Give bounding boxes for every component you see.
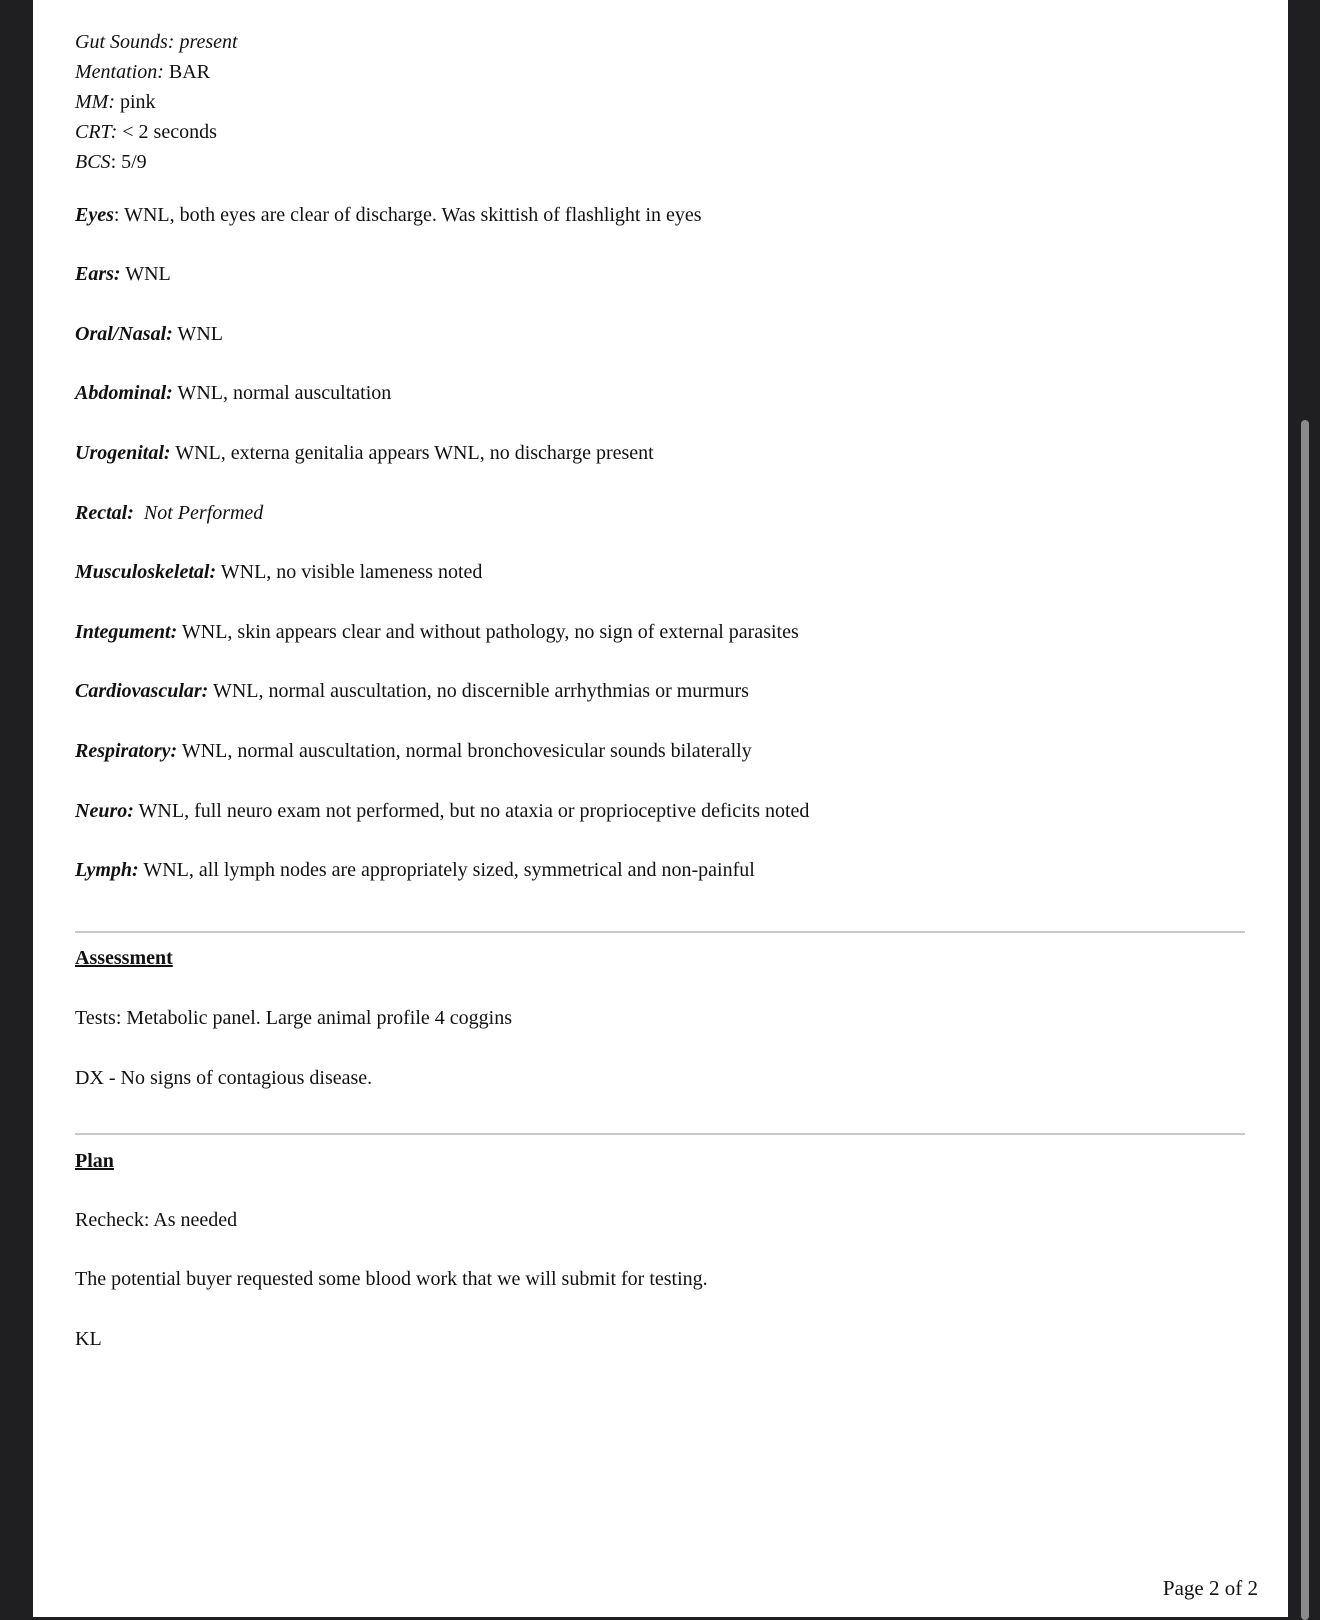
- document-page: [33, 0, 1288, 1617]
- vital-value: : 5/9: [110, 151, 147, 173]
- plan-recheck: Recheck: As needed: [75, 1209, 238, 1231]
- system-label: Ears:: [75, 263, 121, 285]
- vital-label: CRT:: [75, 121, 118, 143]
- system-value: WNL, no visible lameness noted: [216, 561, 483, 583]
- system-lymph: [75, 857, 755, 883]
- plan-heading: Plan: [75, 1150, 114, 1172]
- vital-label: Gut Sounds:: [75, 31, 175, 53]
- system-label: Cardiovascular:: [75, 680, 209, 702]
- vital-value: present: [174, 31, 238, 53]
- assessment-tests: Tests: Metabolic panel. Large animal profile 4 coggins: [75, 1007, 512, 1029]
- system-label: Neuro:: [75, 800, 134, 822]
- vertical-scrollbar[interactable]: [1301, 420, 1309, 1620]
- page-number: Page 2 of 2: [1162, 1576, 1258, 1600]
- system-respiratory: [75, 738, 752, 764]
- system-value: WNL, normal auscultation, normal bronchovesicular sounds bilaterally: [177, 740, 752, 762]
- vitals-block: [75, 27, 238, 177]
- system-label: Rectal:: [75, 502, 134, 524]
- system-label: Abdominal:: [75, 382, 173, 404]
- system-eyes: [75, 202, 702, 228]
- system-value: WNL, normal auscultation: [172, 382, 392, 404]
- system-value: WNL: [120, 263, 171, 285]
- system-musculoskeletal: [75, 559, 482, 585]
- system-label: Respiratory:: [75, 740, 178, 762]
- plan-note: The potential buyer requested some blood work that we will submit for testing.: [75, 1268, 708, 1290]
- system-value: WNL, skin appears clear and without pathology, no sign of external parasites: [177, 621, 799, 643]
- system-label: Musculoskeletal:: [75, 561, 217, 583]
- system-value: WNL, all lymph nodes are appropriately sized, symmetrical and non-painful: [138, 859, 755, 881]
- vital-gut-sounds: [75, 27, 238, 57]
- system-oral-nasal: [75, 321, 223, 347]
- vital-mm: [75, 87, 238, 117]
- system-urogenital: [75, 440, 654, 466]
- vital-crt: [75, 117, 238, 147]
- system-neuro: [75, 798, 809, 824]
- system-cardiovascular: [75, 678, 749, 704]
- vital-label: Mentation:: [75, 61, 164, 83]
- system-label: Eyes: [75, 204, 114, 226]
- plan-initials: KL: [75, 1328, 102, 1350]
- system-abdominal: [75, 380, 391, 406]
- vital-value: pink: [114, 91, 156, 113]
- system-value: Not Performed: [133, 502, 264, 524]
- vital-value: BAR: [163, 61, 210, 83]
- section-divider: [75, 1133, 1245, 1135]
- vital-label: BCS: [75, 151, 111, 173]
- system-value: WNL, normal auscultation, no discernible arrhythmias or murmurs: [208, 680, 749, 702]
- system-label: Integument:: [75, 621, 178, 643]
- vital-mentation: [75, 57, 238, 87]
- system-integument: [75, 619, 799, 645]
- assessment-heading: Assessment: [75, 947, 173, 969]
- system-value: WNL, full neuro exam not performed, but no ataxia or proprioceptive deficits noted: [133, 800, 810, 822]
- assessment-dx: DX - No signs of contagious disease.: [75, 1067, 373, 1089]
- vital-value: < 2 seconds: [117, 121, 217, 143]
- system-label: Lymph:: [75, 859, 139, 881]
- system-label: Oral/Nasal:: [75, 323, 173, 345]
- system-value: WNL: [172, 323, 223, 345]
- vital-label: MM:: [75, 91, 115, 113]
- system-value: WNL, externa genitalia appears WNL, no discharge present: [170, 442, 654, 464]
- system-ears: [75, 261, 171, 287]
- system-rectal: [75, 500, 263, 526]
- vital-bcs: [75, 147, 238, 177]
- system-label: Urogenital:: [75, 442, 171, 464]
- section-divider: [75, 931, 1245, 933]
- system-value: : WNL, both eyes are clear of discharge. Was skittish of flashlight in eyes: [113, 204, 702, 226]
